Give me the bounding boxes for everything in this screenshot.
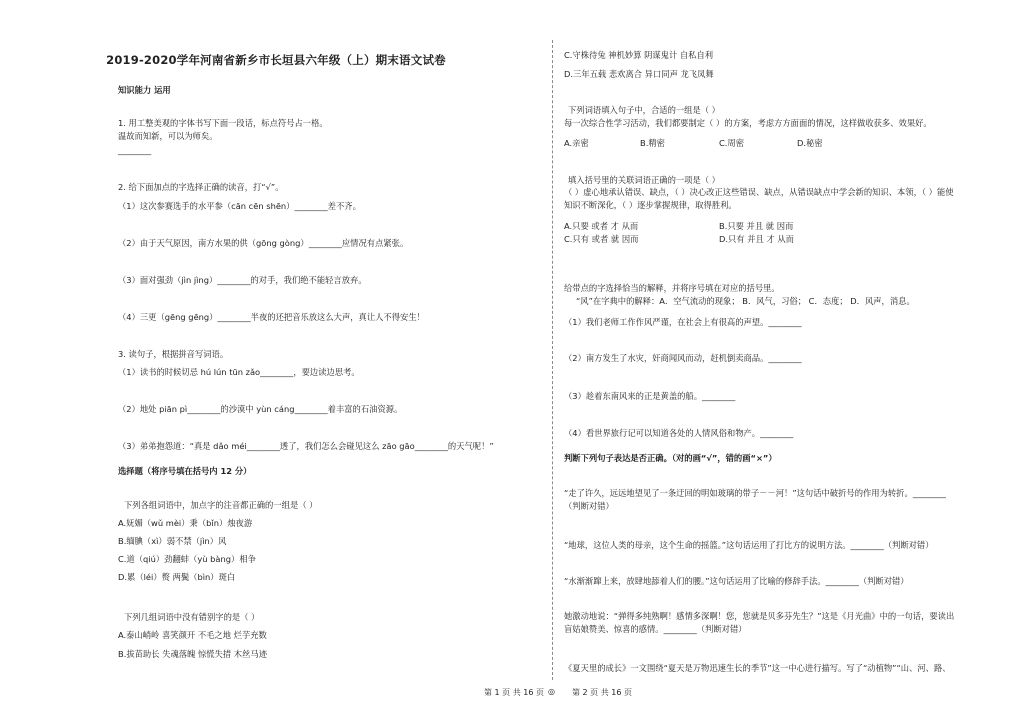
q7-option-c: C.只有 或者 就 因而 xyxy=(564,234,639,244)
q8-item-3: （3）趁着东南风来的正是黄盖的船。________ xyxy=(564,391,736,401)
q8-item-2: （2）南方发生了水灾，奸商闻风而动，赶机倒卖商品。________ xyxy=(564,353,802,363)
q5-prompt: 下列几组词语中没有错别字的是（ ） xyxy=(124,612,260,622)
footer-page-left: 第 1 页 共 16 页 xyxy=(484,688,544,697)
q7-option-d: D.只有 并且 才 从而 xyxy=(719,234,795,244)
q7-sentence-2: 知识不断深化，（ ）逐步掌握规律，取得胜利。 xyxy=(564,200,737,210)
q4-option-c: C.道（qiú）劲翻蚌（yù bàng）相争 xyxy=(118,554,256,564)
q4-option-d: D.累（léi）赘 两鬓（bìn）斑白 xyxy=(118,572,236,582)
q9-item-4: 她激动地说：“弹得多纯熟啊！感情多深啊！您，您就是贝多芬先生？”这是《月光曲》中的一句话，要读出 xyxy=(564,611,955,621)
q3-item-3: （3）弟弟抱怨道：“真是 dǎo méi________透了，我们怎么会碰见这么 zāo gāo________的天气呢！” xyxy=(118,441,494,451)
section-knowledge: 知识能力 运用 xyxy=(118,85,171,95)
q6-option-b: B.精密 xyxy=(640,138,665,148)
q6-option-c: C.周密 xyxy=(719,138,745,148)
q6-prompt: 下列词语填入句子中，合适的一组是（ ） xyxy=(568,105,720,115)
q9-item-3: “水渐渐蹿上来，放肆地舔着人们的腰。”这句话运用了比喻的修辞手法。________（判断对错） xyxy=(564,576,909,586)
q8-item-1: （1）我们老师工作作风严谨，在社会上有很高的声望。________ xyxy=(564,317,802,327)
q9-item-2: “地球，这位人类的母亲，这个生命的摇篮。”这句话运用了打比方的说明方法。________（判断对错） xyxy=(564,540,934,550)
q2-item-3: （3）面对强劲（jìn jìng）________的对手，我们绝不能轻言放弃。 xyxy=(118,275,367,285)
q4-option-b: B.缅腆（xì）弱不禁（jìn）风 xyxy=(118,536,227,546)
q7-option-a: A.只要 或者 才 从而 xyxy=(564,221,639,231)
q4-prompt: 下列各组词语中，加点字的注音都正确的一组是（ ） xyxy=(124,500,318,510)
q5-option-a: A.泰山峭岭 喜笑颜开 不毛之地 烂芋充数 xyxy=(118,630,267,640)
right-page xyxy=(552,0,1024,724)
q9-item-1-note: （判断对错） xyxy=(564,501,614,511)
q3-prompt: 3. 读句子，根据拼音写词语。 xyxy=(118,349,229,359)
q7-sentence-1: （ ）虚心地承认错误、缺点，（ ）决心改正这些错误、缺点，从错误缺点中学会新的知识、本领，（ ）能使 xyxy=(564,187,954,197)
q6-sentence: 每一次综合性学习活动，我们都要制定（ ）的方案，考虑方方面面的情况，这样做收获多、效果好。 xyxy=(564,118,932,128)
q3-item-1: （1）读书的时候切忌 hú lún tūn zǎo________，要边读边思考。 xyxy=(118,367,360,377)
q1-text: 温故而知新，可以为师矣。 xyxy=(118,131,218,141)
q5-option-c: C.守株待兔 神机妙算 阴谋鬼计 自私自利 xyxy=(564,50,714,60)
footer-page-right: 第 2 页 共 16 页 xyxy=(572,688,632,697)
q1-blank: ________ xyxy=(118,145,152,155)
q7-option-b: B.只要 并且 就 因而 xyxy=(719,221,794,231)
q8-item-4: （4）看世界旅行记可以知道各处的人情风俗和物产。________ xyxy=(564,428,794,438)
q8-definitions: “风”在字典中的解释：A．空气流动的现象； B．风气，习俗； C．态度； D．风声，消息。 xyxy=(576,296,915,306)
q3-item-2: （2）地处 piān pì________的沙漠中 yùn cáng________着丰富的石油资源。 xyxy=(118,404,403,414)
q2-prompt: 2. 给下面加点的字选择正确的读音，打“√”。 xyxy=(118,182,284,192)
q5-option-d: D.三年五载 悲欢离合 异口同声 龙飞凤舞 xyxy=(564,69,714,79)
q2-item-2: （2）由于天气原因，南方水果的供（gōng gòng）________应情况有点紧张。 xyxy=(118,238,409,248)
footer-separator: ◎ xyxy=(548,687,555,696)
section-choice: 选择题（将序号填在括号内 12 分） xyxy=(118,466,252,476)
q2-item-1: （1）这次参赛选手的水平参（cān cēn shēn）________差不齐。 xyxy=(118,201,361,211)
q1-prompt: 1. 用工整美观的字体书写下面一段话，标点符号占一格。 xyxy=(118,118,328,128)
q9-item-4-cont: 盲姑娘赞美、惊喜的感情。________（判断对错） xyxy=(564,624,747,634)
q7-prompt: 填入括号里的关联词语正确的一项是（ ） xyxy=(568,175,720,185)
q6-option-a: A.亲密 xyxy=(564,138,589,148)
q2-item-4: （4）三更（gēng gēng）________半夜的还把音乐放这么大声，真让人不得安生！ xyxy=(118,312,425,322)
q9-item-1: “走了许久，远远地望见了一条迂回的明如玻璃的带子－－河！”这句话中破折号的作用为转折。________ xyxy=(564,488,946,498)
q6-option-d: D.秘密 xyxy=(797,138,823,148)
q4-option-a: A.妩媚（wǔ mèi）秉（bǐn）烛夜游 xyxy=(118,518,253,528)
section-judge: 判断下列句子表达是否正确。（对的画“√”，错的画“×”） xyxy=(564,453,777,463)
q8-prompt: 给带点的字选择恰当的解释，并将序号填在对应的括号里。 xyxy=(564,283,780,293)
q5-option-b: B.拔苗助长 失魂落魄 惊慌失措 木丝马迹 xyxy=(118,649,267,659)
exam-title: 2019-2020学年河南省新乡市长垣县六年级（上）期末语文试卷 xyxy=(106,53,446,67)
q9-item-5: 《夏天里的成长》一文围绕“夏天是万物迅速生长的季节”这一中心进行描写。写了“动植物”“山、河、路、 xyxy=(564,663,951,673)
